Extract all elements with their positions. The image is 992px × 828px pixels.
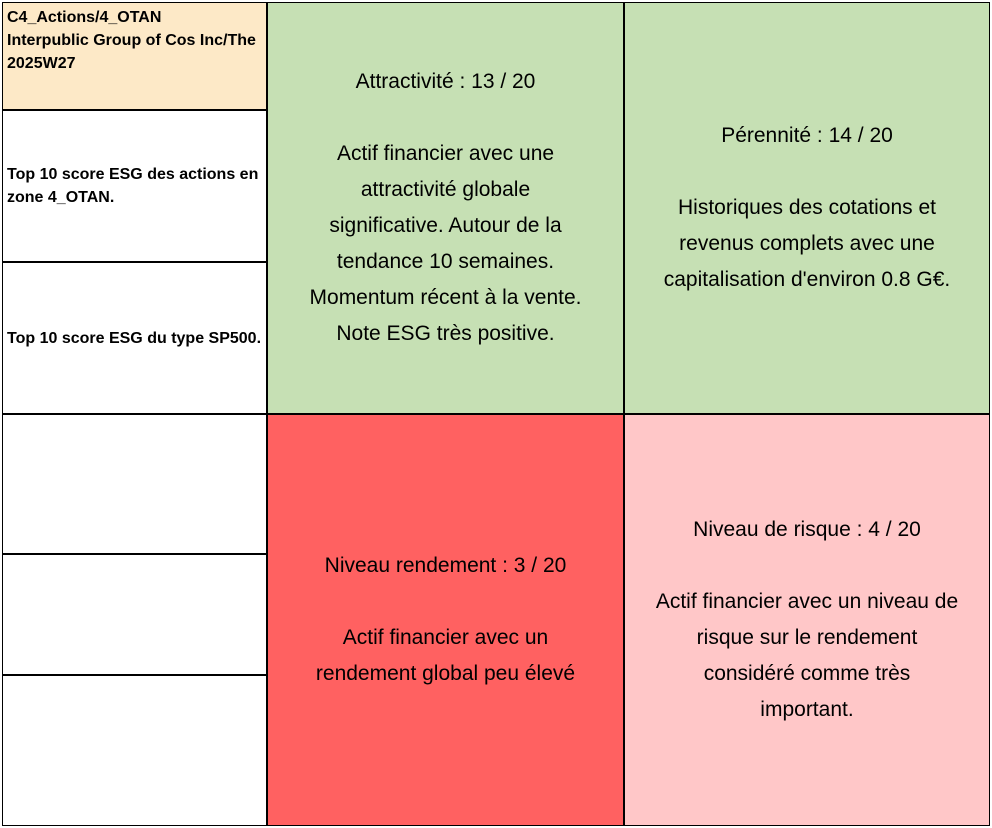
asset-category: C4_Actions/4_OTAN bbox=[7, 9, 162, 26]
risque-description: Actif financier avec un niveau de risque sur le rendement considéré comme très important. bbox=[655, 590, 959, 721]
risque-score: Niveau de risque : 4 / 20 bbox=[693, 518, 921, 541]
attractivite-score: Attractivité : 13 / 20 bbox=[355, 70, 536, 93]
esg-type-label: Top 10 score ESG du type SP500. bbox=[7, 329, 262, 347]
asset-name: Interpublic Group of Cos Inc/The bbox=[7, 32, 256, 49]
esg-type-cell bbox=[2, 262, 267, 414]
esg-zone-cell bbox=[2, 110, 267, 262]
asset-header-cell bbox=[2, 2, 267, 110]
attractivite-description: Actif financier avec une attractivité globale significative. Autour de la tendance 10 semaines. Momentum récent à la vente. Note ESG très positive. bbox=[309, 142, 582, 345]
perennite-description: Historiques des cotations et revenus complets avec une capitalisation d'environ 0.8 G€. bbox=[663, 196, 951, 291]
empty-cell bbox=[2, 675, 267, 826]
esg-zone-label: Top 10 score ESG des actions en zone 4_OTAN. bbox=[7, 166, 259, 206]
empty-cell bbox=[2, 554, 267, 675]
rendement-description: Actif financier avec un rendement global peu élevé bbox=[315, 626, 576, 685]
empty-cell bbox=[2, 414, 267, 554]
perennite-panel bbox=[624, 2, 990, 414]
risque-panel bbox=[624, 414, 990, 826]
perennite-score: Pérennité : 14 / 20 bbox=[721, 124, 893, 147]
rendement-panel bbox=[267, 414, 624, 826]
attractivite-panel bbox=[267, 2, 624, 414]
rendement-score: Niveau rendement : 3 / 20 bbox=[324, 554, 567, 577]
asset-week: 2025W27 bbox=[7, 55, 76, 72]
